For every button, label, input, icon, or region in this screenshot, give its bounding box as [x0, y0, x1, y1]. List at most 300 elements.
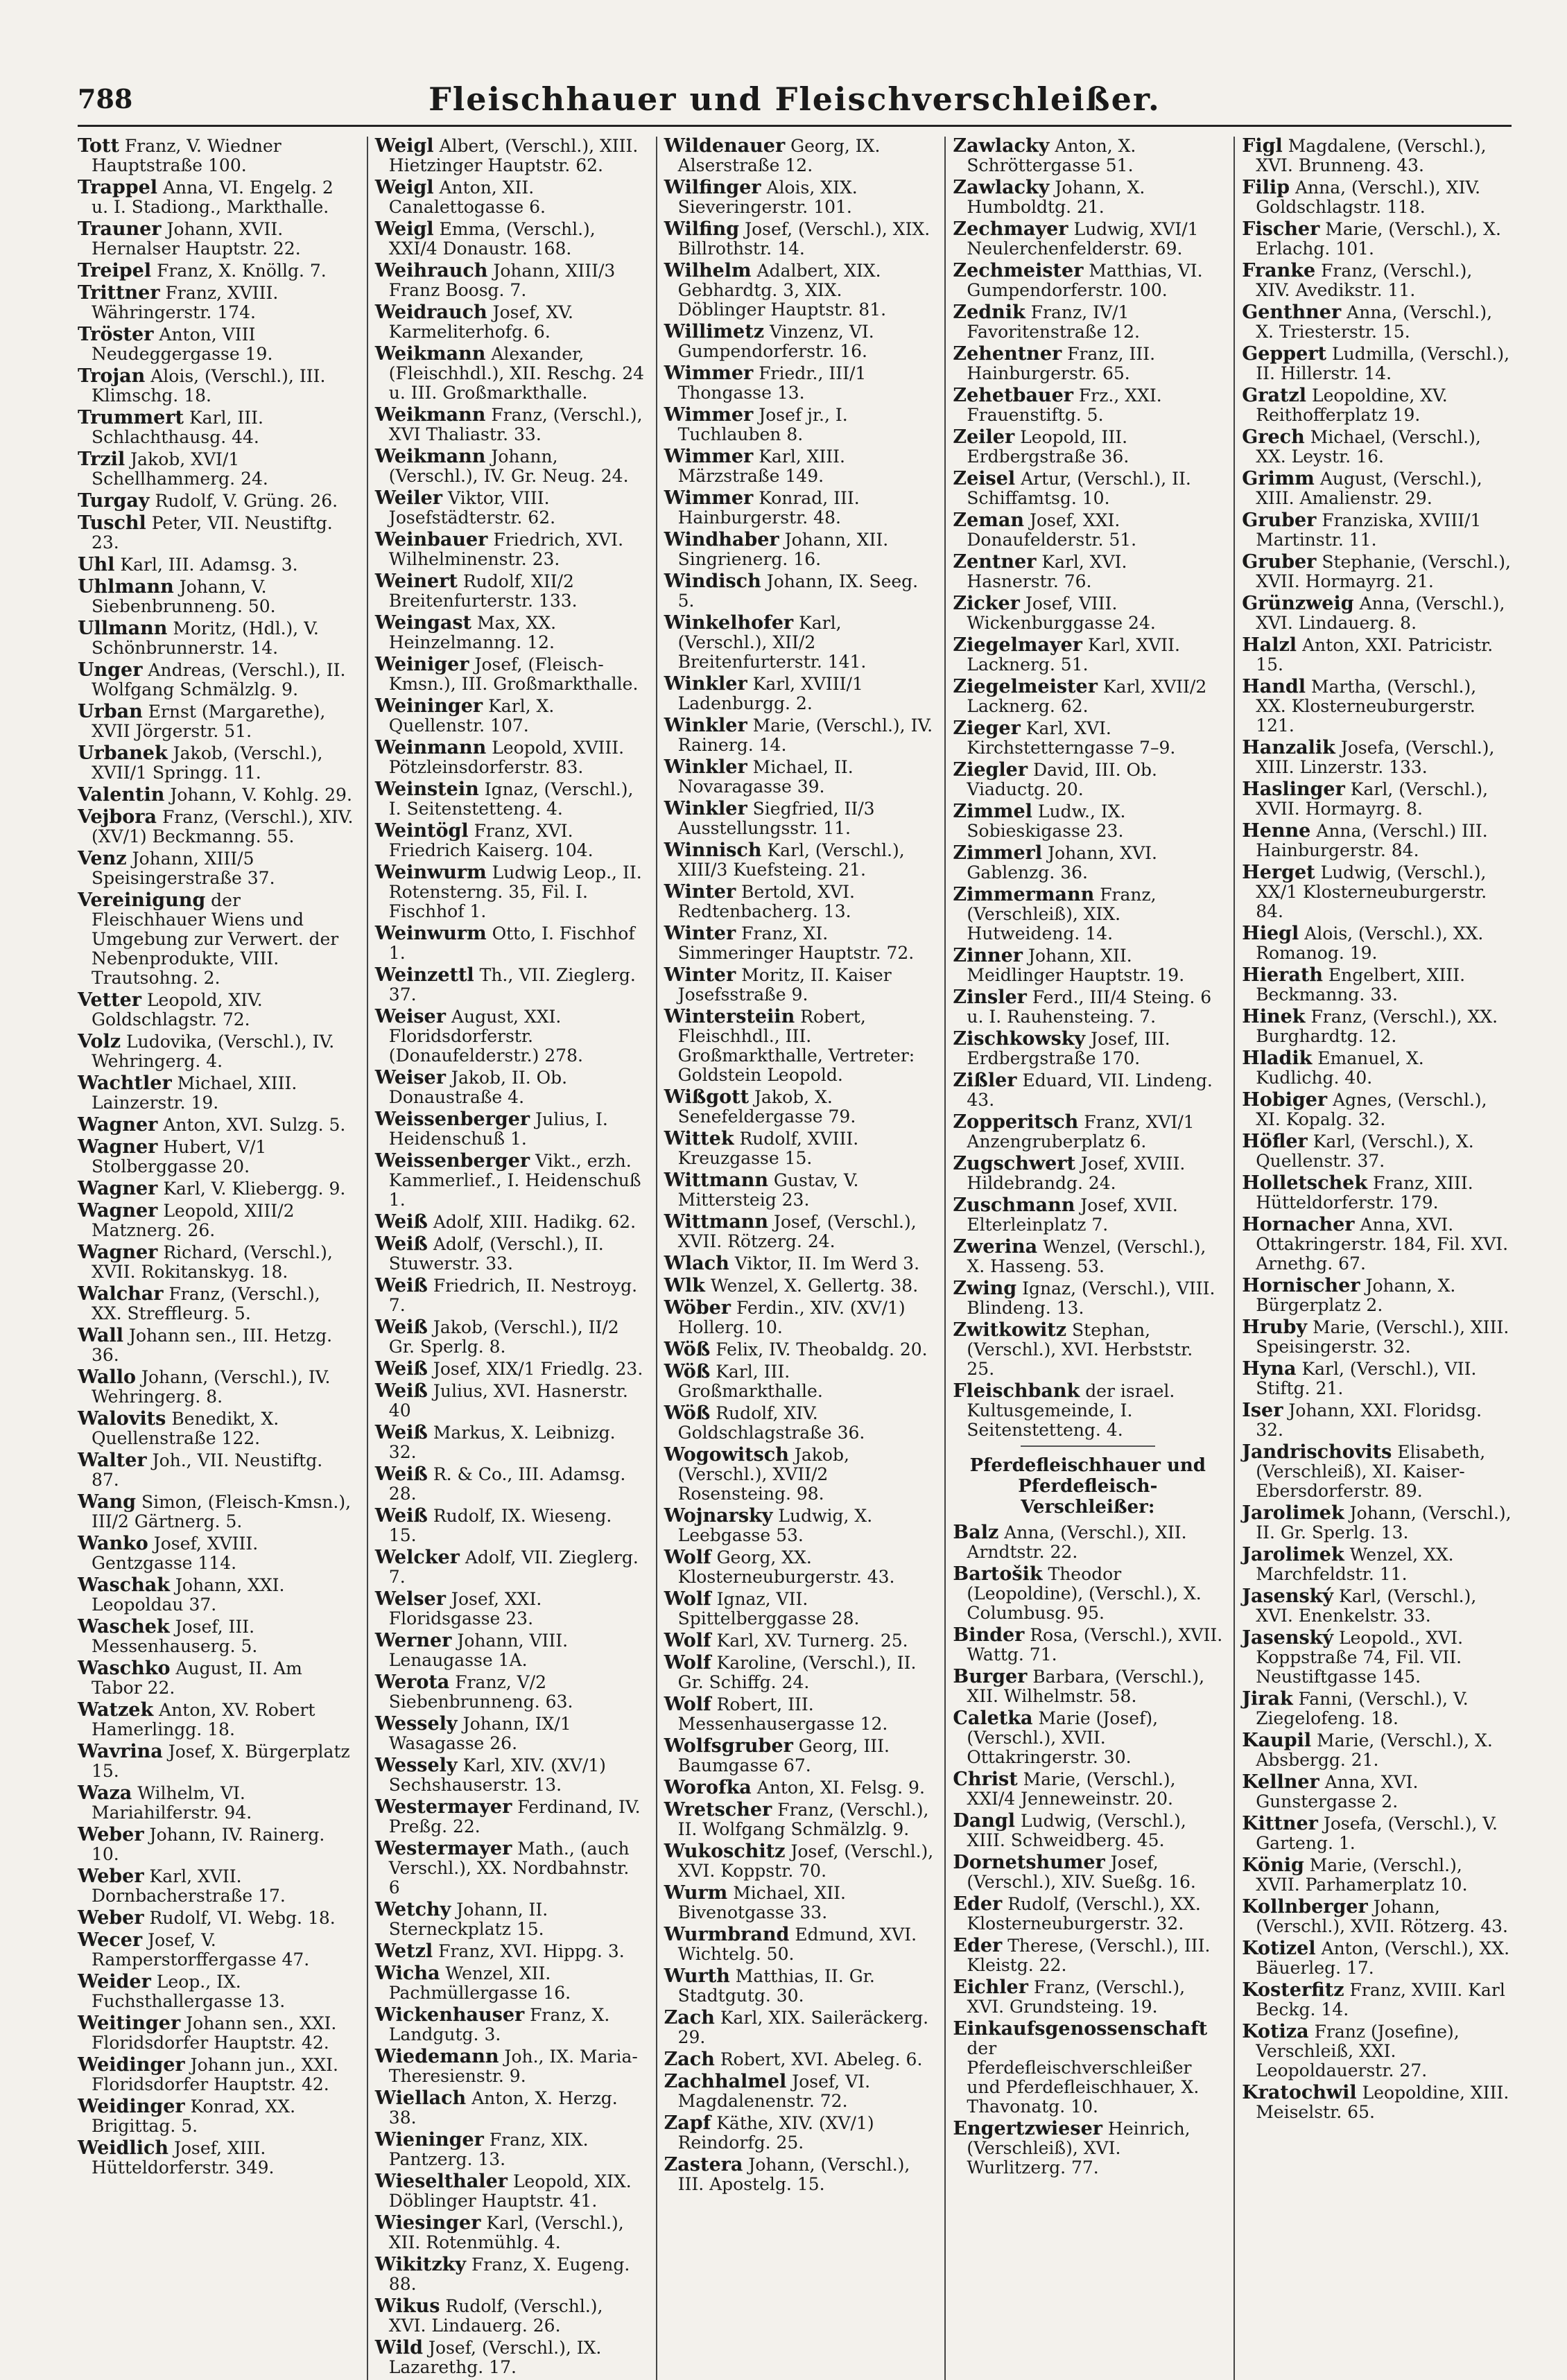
entry-name: Winkelhofer: [664, 612, 794, 634]
entry-text: Karl, XIII. Märzstraße 149.: [677, 446, 845, 486]
directory-entry: [375, 137, 645, 175]
entry-name: Jandrischovits: [1242, 1441, 1392, 1463]
entry-text: Josef, VI. Magdalenenstr. 72.: [677, 2071, 871, 2111]
entry-name: Dornetshumer: [953, 1852, 1105, 1873]
entry-text: Ludwig, (Verschl.), XIII. Schweidberg. 45.: [967, 1811, 1186, 1850]
entry-text: Johann, (Verschl.), XVII. Rötzerg. 43.: [1256, 1897, 1508, 1936]
entry-text: Anna, XVI. Ottakringerstr. 184, Fil. XVI. Arnethg. 67.: [1256, 1215, 1509, 1274]
directory-entry: [664, 1506, 934, 1545]
directory-entry: [953, 1196, 1222, 1235]
directory-entry: [664, 2008, 934, 2047]
entry-name: Einkaufsgenossenschaft: [953, 2018, 1208, 2040]
directory-entry: [953, 1154, 1222, 1193]
directory-entry: [953, 1523, 1222, 1562]
entry-name: Windisch: [664, 571, 761, 592]
entry-name: Wimmer: [664, 487, 754, 509]
entry-name: Genthner: [1242, 302, 1342, 323]
directory-entry: [1242, 1049, 1512, 1088]
directory-entry: [1242, 137, 1512, 175]
entry-name: Weiß: [374, 1380, 428, 1402]
entry-name: Hornacher: [1242, 1214, 1355, 1235]
entry-text: Franz, (Verschl.), XX. Burghardtg. 12.: [1256, 1007, 1498, 1046]
entry-name: Bartošik: [953, 1563, 1043, 1585]
entry-name: Wolf: [664, 1652, 711, 1674]
directory-entry: [664, 406, 934, 444]
entry-name: Jasenský: [1242, 1627, 1334, 1649]
entry-text: Johann, IV. Rainerg. 10.: [92, 1825, 325, 1864]
entry-text: Franz, XI. Simmeringer Hauptstr. 72.: [677, 923, 915, 963]
directory-entry: [953, 428, 1222, 467]
directory-entry: [664, 322, 934, 361]
directory-entry: [664, 1967, 934, 2006]
entry-name: Zachhalmel: [664, 2071, 787, 2092]
entry-name: Jirak: [1242, 1688, 1293, 1710]
entry-text: Leopold, XIX. Döblinger Hauptstr. 41.: [388, 2171, 632, 2211]
directory-entry: [1242, 303, 1512, 342]
directory-entry: [78, 261, 356, 281]
directory-entry: [664, 1778, 934, 1798]
entry-name: Winkler: [664, 798, 747, 819]
entry-name: Wikus: [374, 2295, 440, 2317]
directory-entry: [953, 1279, 1222, 1318]
directory-entry: [664, 1445, 934, 1504]
entry-name: Wiedemann: [374, 2046, 499, 2067]
entry-name: Haslinger: [1242, 779, 1345, 800]
directory-entry: [664, 675, 934, 713]
entry-text: Franz, (Verschl.), II. Wolfgang Schmälzlg. 9.: [677, 1800, 929, 1839]
entry-text: Karl, (Verschl.), X. Quellenstr. 37.: [1256, 1131, 1474, 1171]
entry-text: Josef, XXI. Donaufelderstr. 51.: [967, 510, 1137, 550]
entry-name: Weiß: [374, 1358, 428, 1380]
entry-text: Johann, XII. Meidlinger Hauptstr. 19.: [967, 946, 1185, 985]
entry-text: Edmund, XVI. Wichtelg. 50.: [677, 1925, 917, 1964]
entry-name: Gruber: [1242, 551, 1317, 573]
directory-entry: [375, 2255, 645, 2294]
entry-text: Magdalene, (Verschl.), XVI. Brunneng. 43.: [1256, 136, 1487, 175]
directory-entry: [375, 1590, 645, 1628]
entry-text: Leopoldine, XIII. Meiselstr. 65.: [1256, 2083, 1509, 2122]
entry-name: Halzl: [1242, 634, 1297, 656]
entry-text: Viktor, VIII. Josefstädterstr. 62.: [388, 488, 556, 528]
entry-name: Wimmer: [664, 363, 754, 384]
directory-entry: [375, 1318, 645, 1357]
directory-entry: [1242, 1897, 1512, 1936]
entry-text: Heinrich, (Verschleiß), XVI. Wurlitzerg. 77.: [967, 2119, 1191, 2178]
entry-text: Franz, X. Knöllg. 7.: [157, 261, 327, 281]
entry-text: Johann sen., XXI. Floridsdorfer Hauptstr. 42.: [92, 2013, 337, 2053]
entry-name: Waschek: [78, 1616, 170, 1638]
entry-text: Michael, XII. Bivenotgasse 33.: [677, 1883, 846, 1922]
entry-name: Wallo: [78, 1366, 136, 1388]
directory-entry: [375, 1007, 645, 1066]
entry-name: Welcker: [374, 1547, 460, 1568]
entry-name: Wecer: [78, 1929, 143, 1951]
entry-text: Vikt., erzh. Kammerlief., I. Heidenschuß 1.: [388, 1151, 641, 1210]
entry-name: Weinert: [374, 571, 458, 592]
entry-name: Zechmayer: [953, 218, 1068, 240]
entry-name: Wiesinger: [374, 2212, 481, 2234]
entry-text: Josef, XVIII. Hildebrandg. 24.: [967, 1154, 1186, 1193]
entry-text: Anton, XII. Canalettogasse 6.: [388, 177, 546, 217]
entry-text: Michael, XIII. Lainzerstr. 19.: [92, 1073, 297, 1113]
entry-name: Wickenhauser: [374, 2004, 525, 2026]
entry-text: Anton, (Verschl.), XX. Bäuerleg. 17.: [1256, 1938, 1510, 1978]
entry-text: Marie, (Verschl.), XIII. Speisingerstr. 32.: [1256, 1317, 1509, 1357]
entry-name: Wieninger: [374, 2129, 484, 2151]
directory-entry: [953, 1071, 1222, 1110]
entry-name: Wlk: [664, 1275, 705, 1296]
directory-entry: [1242, 428, 1512, 467]
entry-text: August, XXI. Floridsdorferstr. (Donaufelderstr.) 278.: [388, 1007, 583, 1066]
entry-name: Zehetbauer: [953, 385, 1073, 406]
entry-text: Josef, (Verschl.), XIV. Sueßg. 16.: [967, 1852, 1196, 1892]
entry-name: Höfler: [1242, 1131, 1308, 1152]
entry-text: Franz, X. Landgutg. 3.: [388, 2005, 610, 2044]
entry-text: Friedrich, II. Nestroyg. 7.: [388, 1276, 638, 1315]
entry-name: Wimmer: [664, 446, 754, 467]
entry-name: Worofka: [664, 1777, 752, 1798]
entry-text: Ferdinand, IV. Preßg. 22.: [388, 1797, 641, 1836]
entry-name: Wagner: [78, 1114, 158, 1136]
directory-entry: [375, 489, 645, 528]
directory-entry: [78, 1784, 356, 1823]
entry-text: Michael, II. Novaragasse 39.: [677, 757, 854, 797]
entry-name: Caletka: [953, 1708, 1033, 1729]
entry-text: Anna, (Verschl.), X. Triesterstr. 15.: [1256, 302, 1493, 342]
directory-entry: [375, 738, 645, 777]
entry-name: Christ: [953, 1769, 1018, 1790]
entry-name: Wißgott: [664, 1086, 750, 1108]
directory-entry: [375, 447, 645, 486]
directory-entry: [953, 1770, 1222, 1809]
entry-text: Ludwig, (Verschl.), XX/1 Klosterneuburgerstr. 84.: [1256, 862, 1487, 921]
entry-name: Trappel: [78, 177, 158, 198]
directory-entry: [375, 1900, 645, 1939]
directory-entry: [375, 2130, 645, 2169]
entry-text: Karl, XIV. (XV/1) Sechshauserstr. 13.: [388, 1755, 606, 1795]
entry-text: Ernst (Margarethe), XVII Jörgerstr. 51.: [92, 702, 326, 741]
entry-text: Marie, (Verschl.), XVII. Parhamerplatz 10.: [1256, 1855, 1468, 1895]
directory-entry: [664, 1254, 934, 1274]
entry-text: Emma, (Verschl.), XXI/4 Donaustr. 168.: [388, 219, 596, 259]
directory-columns: [78, 135, 1512, 2377]
directory-entry: [375, 966, 645, 1005]
directory-entry: [375, 1798, 645, 1836]
directory-entry: [953, 511, 1222, 550]
entry-name: Wurth: [664, 1965, 730, 1987]
entry-name: Zeisel: [953, 468, 1016, 489]
entry-name: Trittner: [78, 282, 160, 304]
directory-entry: [953, 220, 1222, 259]
entry-text: Felix, IV. Theobaldg. 20.: [716, 1339, 928, 1360]
entry-text: Robert, Fleischhdl., III. Großmarkthalle, Vertreter: Goldstein Leopold.: [677, 1007, 915, 1085]
entry-text: Leopold., XVI. Koppstraße 74, Fil. VII. Neustiftgasse 145.: [1256, 1628, 1464, 1687]
entry-name: Trojan: [78, 365, 146, 387]
entry-text: der israel. Kultusgemeinde, I. Seitenstetteng. 4.: [967, 1381, 1175, 1440]
entry-name: Zwerina: [953, 1236, 1038, 1258]
directory-entry: [78, 1074, 356, 1113]
entry-text: Franz, V. Wiedner Hauptstraße 100.: [92, 136, 282, 175]
entry-text: Franz, XIII. Hütteldorferstr. 179.: [1256, 1173, 1473, 1213]
directory-entry: [1242, 822, 1512, 860]
directory-entry: [664, 1653, 934, 1692]
entry-name: Windhaber: [664, 529, 779, 550]
entry-text: Rudolf, XII/2 Breitenfurterstr. 133.: [388, 571, 578, 611]
directory-entry: [375, 261, 645, 300]
directory-entry: [1242, 2083, 1512, 2122]
entry-name: Weiß: [374, 1463, 428, 1485]
entry-name: Wildenauer: [664, 135, 786, 157]
directory-entry: [664, 1171, 934, 1210]
entry-text: Josef jr., I. Tuchlauben 8.: [677, 405, 848, 444]
directory-entry: [375, 780, 645, 819]
directory-entry: [1242, 594, 1512, 633]
entry-text: Karl, (Verschl.), VII. Stiftg. 21.: [1256, 1359, 1477, 1398]
entry-name: Kaupil: [1242, 1730, 1312, 1751]
entry-text: Konrad, XX. Brigittag. 5.: [92, 2096, 296, 2136]
entry-text: Josef, V. Ramperstorffergasse 47.: [92, 1930, 310, 1970]
directory-entry: [78, 408, 356, 447]
directory-entry: [664, 1213, 934, 1251]
entry-name: Weber: [78, 1824, 144, 1845]
directory-entry: [1242, 1587, 1512, 1626]
entry-text: Franz, (Verschl.), XVI. Grundsteing. 19.: [967, 1977, 1186, 2017]
entry-name: Grimm: [1242, 468, 1315, 489]
entry-name: Wurmbrand: [664, 1924, 790, 1945]
directory-entry: [664, 2155, 934, 2194]
entry-name: Wöß: [664, 1402, 711, 1424]
entry-text: Johann, XIII/3 Franz Boosg. 7.: [388, 261, 616, 300]
directory-entry: [78, 1368, 356, 1407]
entry-name: Weinbauer: [374, 529, 488, 550]
entry-name: Grech: [1242, 426, 1305, 448]
entry-text: Moritz, (Hdl.), V. Schönbrunnerstr. 14.: [92, 618, 319, 658]
entry-name: Kosterfitz: [1242, 1979, 1344, 2001]
entry-name: Zeiler: [953, 426, 1015, 448]
entry-name: Walovits: [78, 1408, 166, 1430]
directory-entry: [953, 844, 1222, 883]
entry-text: August, II. Am Tabor 22.: [92, 1658, 302, 1698]
entry-name: Wojnarsky: [664, 1505, 773, 1527]
entry-name: Wang: [78, 1491, 136, 1513]
entry-text: Josef, (Verschl.), XIX. Billrothstr. 14.: [677, 219, 930, 259]
directory-entry: [1242, 1276, 1512, 1315]
entry-name: Wöß: [664, 1361, 711, 1382]
directory-entry: [953, 303, 1222, 342]
directory-entry: [1242, 966, 1512, 1005]
entry-text: Karl, (Verschl.), XII. Rotenmühlg. 4.: [388, 2213, 624, 2252]
directory-entry: [664, 2050, 934, 2069]
directory-entry: [1242, 924, 1512, 963]
entry-text: Viktor, II. Im Werd 3.: [734, 1253, 920, 1274]
directory-entry: [375, 2297, 645, 2336]
directory-entry: [375, 1756, 645, 1795]
entry-name: Zuschmann: [953, 1195, 1075, 1216]
entry-name: Vejbora: [78, 806, 157, 828]
entry-name: Wittek: [664, 1128, 734, 1149]
entry-text: Anna, XVI. Gunstergasse 2.: [1256, 1772, 1419, 1812]
directory-entry: [953, 386, 1222, 425]
entry-name: Zugschwert: [953, 1153, 1075, 1174]
entry-name: Weiß: [374, 1422, 428, 1443]
directory-entry: [664, 530, 934, 569]
entry-text: Ludmilla, (Verschl.), II. Hillerstr. 14.: [1256, 344, 1510, 383]
entry-text: Franz, XIX. Pantzerg. 13.: [388, 2130, 589, 2169]
entry-name: Weiß: [374, 1233, 428, 1255]
entry-name: Wanko: [78, 1533, 148, 1554]
directory-entry: [953, 1237, 1222, 1276]
page-header: [78, 76, 1512, 127]
entry-text: Anna, VI. Engelg. 2 u. I. Stadiong., Markthalle.: [92, 177, 334, 217]
entry-text: Ludovika, (Verschl.), IV. Wehringerg. 4.: [92, 1032, 335, 1071]
entry-name: Zimmerl: [953, 842, 1043, 864]
entry-text: Benedikt, X. Quellenstraße 122.: [92, 1409, 279, 1448]
directory-entry: [1242, 1773, 1512, 1812]
entry-name: Weiler: [374, 487, 443, 509]
entry-text: Robert, XVI. Abeleg. 6.: [720, 2049, 923, 2069]
entry-name: Weissenberger: [374, 1150, 530, 1172]
entry-name: Weikmann: [374, 343, 486, 365]
directory-entry: [78, 1032, 356, 1071]
entry-text: Friedr., III/1 Thongasse 13.: [677, 363, 867, 403]
entry-text: Karl, III. Großmarkthalle.: [677, 1362, 823, 1401]
entry-name: Winkler: [664, 756, 747, 778]
directory-entry: [375, 530, 645, 569]
entry-text: Math., (auch Verschl.), XX. Nordbahnstr. 6: [388, 1839, 630, 1897]
entry-text: Marie, (Verschl.), X. Absbergg. 21.: [1256, 1730, 1493, 1770]
entry-text: Stephanie, (Verschl.), XVII. Hormayrg. 21.: [1256, 552, 1511, 591]
directory-entry: [953, 1667, 1222, 1706]
entry-name: Winter: [664, 881, 736, 903]
directory-entry: [664, 1631, 934, 1651]
entry-text: Marie (Josef), (Verschl.), XVII. Ottakringerstr. 30.: [967, 1708, 1159, 1767]
entry-text: R. & Co., III. Adamsg. 28.: [388, 1464, 626, 1504]
entry-name: Turgay: [78, 490, 150, 512]
column-4: [944, 137, 1222, 2380]
entry-text: Anna, (Verschl.) III. Hainburgerstr. 84.: [1256, 821, 1488, 860]
directory-entry: [664, 799, 934, 838]
entry-text: Leop., IX. Fuchsthallergasse 13.: [92, 1972, 286, 2011]
directory-entry: [1242, 863, 1512, 921]
entry-text: Karl, XVII. Dornbacherstraße 17.: [92, 1866, 286, 1906]
directory-entry: [953, 1936, 1222, 1975]
entry-name: Weigl: [374, 218, 434, 240]
entry-name: Waschko: [78, 1658, 171, 1679]
directory-entry: [664, 1737, 934, 1775]
entry-name: Weitinger: [78, 2013, 181, 2034]
directory-entry: [664, 261, 934, 320]
entry-name: Zechmeister: [953, 260, 1084, 281]
entry-text: Konrad, III. Hainburgerstr. 48.: [677, 488, 860, 528]
entry-text: Rudolf, V. Grüng. 26.: [155, 491, 338, 511]
entry-text: Rudolf, VI. Webg. 18.: [149, 1908, 336, 1928]
entry-name: Filip: [1242, 177, 1290, 198]
entry-text: Johann, V. Siebenbrunneng. 50.: [92, 577, 276, 616]
entry-text: Johann, IX/1 Wasagasse 26.: [388, 1714, 571, 1753]
directory-entry: [953, 178, 1222, 217]
directory-entry: [1242, 261, 1512, 300]
directory-entry: [664, 1695, 934, 1734]
entry-text: Franz, (Verschl.), XX. Streffleurg. 5.: [92, 1284, 320, 1323]
entry-text: David, III. Ob. Viaductg. 20.: [967, 760, 1157, 799]
entry-text: Georg, IX. Alserstraße 12.: [677, 136, 881, 175]
entry-text: Frz., XXI. Frauenstiftg. 5.: [967, 385, 1162, 425]
entry-name: Zinsler: [953, 987, 1027, 1008]
entry-text: Albert, (Verschl.), XIII. Hietzinger Hauptstr. 62.: [388, 136, 639, 175]
directory-entry: [375, 2338, 645, 2377]
entry-name: Wimmer: [664, 404, 754, 426]
entry-text: Rudolf, (Verschl.), XVI. Lindauerg. 26.: [388, 2296, 603, 2336]
entry-text: Rosa, (Verschl.), XVII. Wattg. 71.: [967, 1625, 1223, 1665]
entry-text: Jakob, II. Ob. Donaustraße 4.: [388, 1068, 568, 1107]
directory-entry: [1242, 738, 1512, 777]
entry-name: Wurm: [664, 1882, 728, 1904]
entry-name: Winnisch: [664, 840, 762, 861]
directory-entry: [78, 2139, 356, 2178]
entry-name: Wolf: [664, 1694, 711, 1715]
directory-entry: [78, 1409, 356, 1448]
directory-entry: [78, 137, 356, 175]
entry-name: Weihrauch: [374, 260, 488, 281]
entry-text: Anton, VIII Neudeggergasse 19.: [92, 324, 273, 364]
entry-text: Friedrich, XVI. Wilhelminenstr. 23.: [388, 530, 624, 569]
entry-text: Max, XX. Heinzelmanng. 12.: [388, 613, 557, 652]
entry-text: Jakob, (Verschl.), XVII/2 Rosensteing. 98.: [677, 1445, 849, 1504]
directory-entry: [78, 1451, 356, 1490]
entry-name: Gratzl: [1242, 385, 1307, 406]
entry-text: Ignaz, VII. Spittelberggasse 28.: [677, 1589, 860, 1628]
entry-name: Trummert: [78, 407, 184, 428]
directory-entry: [664, 1340, 934, 1360]
directory-entry: [953, 469, 1222, 508]
directory-entry: [953, 1709, 1222, 1767]
entry-name: Kittner: [1242, 1813, 1318, 1834]
entry-text: Franz, XVIII. Karl Beckg. 14.: [1256, 1980, 1505, 2019]
entry-text: Marie, (Verschl.), XXI/4 Jenneweinstr. 20.: [967, 1769, 1176, 1809]
entry-text: Josef, III. Messenhauserg. 5.: [92, 1617, 258, 1656]
entry-name: Tuschl: [78, 512, 146, 534]
entry-name: Wolf: [664, 1547, 711, 1568]
directory-entry: [78, 1493, 356, 1531]
entry-name: Weinwurm: [374, 862, 487, 883]
entry-name: Zißler: [953, 1070, 1017, 1091]
entry-name: Zwing: [953, 1278, 1017, 1299]
directory-entry: [664, 489, 934, 528]
directory-entry: [953, 1853, 1222, 1892]
entry-text: Ferd., III/4 Steing. 6 u. I. Rauhensteing. 7.: [967, 987, 1212, 1027]
directory-entry: [375, 1152, 645, 1210]
entry-text: Franziska, XVIII/1 Martinstr. 11.: [1256, 510, 1482, 550]
entry-name: Volz: [78, 1031, 121, 1052]
entry-text: Josef, (Fleisch-Kmsn.), III. Großmarkthalle.: [388, 654, 639, 694]
entry-text: Franz, (Verschl.), XIV. Avedikstr. 11.: [1256, 261, 1473, 300]
entry-name: Weingast: [374, 612, 472, 634]
directory-entry: [1242, 677, 1512, 736]
entry-text: Ludwig, X. Leebgasse 53.: [677, 1506, 873, 1545]
directory-entry: [953, 345, 1222, 383]
entry-text: Ludwig Leop., II. Rotensterng. 35, Fil. I. Fischhof 1.: [388, 862, 642, 921]
entry-text: Emanuel, X. Kudlichg. 40.: [1256, 1048, 1424, 1088]
entry-name: Wittmann: [664, 1170, 768, 1191]
entry-text: Georg, XX. Klosterneuburgerstr. 43.: [677, 1547, 895, 1587]
entry-text: Johann, V. Kohlg. 29.: [170, 785, 352, 805]
entry-name: Zinner: [953, 945, 1023, 966]
directory-entry: [375, 303, 645, 342]
entry-text: Franz, IV/1 Favoritenstraße 12.: [967, 302, 1140, 342]
directory-entry: [1242, 1814, 1512, 1853]
directory-entry: [375, 2006, 645, 2044]
directory-entry: [78, 702, 356, 741]
